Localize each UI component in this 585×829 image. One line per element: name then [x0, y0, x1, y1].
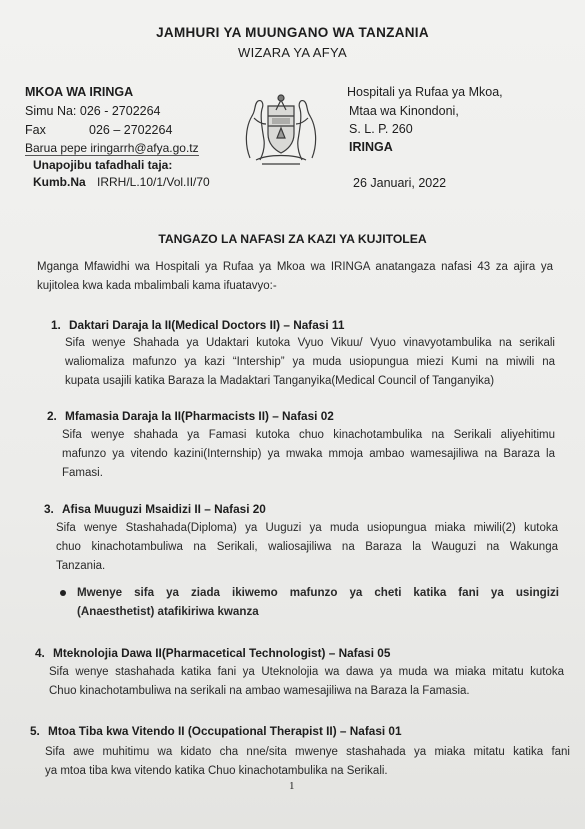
item-2-description: Sifa wenye shahada ya Famasi kutoka chuo kinachotambulika na Serikali aliyehitimu mafunzo ya vitendo kazini(Internship) ya mwaka mmoja ambao wamesajiliwa na Baraza la Famasi. [62, 429, 555, 479]
item-4-title: 4. Mteknolojia Dawa II(Pharmacetical Technologist) – Nafasi 05 [35, 646, 391, 660]
phone-line: Simu Na: 026 - 2702264 [25, 104, 161, 118]
intro-paragraph [37, 258, 553, 296]
letter-date: 26 Januari, 2022 [353, 176, 447, 190]
ministry-heading: WIZARA YA AFYA [238, 45, 347, 60]
bullet-dot [60, 590, 66, 596]
hospital-address-line1: Hospitali ya Rufaa ya Mkoa, [347, 85, 503, 99]
republic-heading: JAMHURI YA MUUNGANO WA TANZANIA [156, 25, 429, 40]
item-5-title: 5. Mtoa Tiba kwa Vitendo II (Occupational Therapist II) – Nafasi 01 [30, 724, 402, 738]
item-3-description: Sifa wenye Stashahada(Diploma) ya Uuguzi ya muda usiopungua miaka miwili(2) kutoka chuo kinachotambuliwa na Serikali, waliosajiliwa na Baraza la Wauguzi na Wakunga Tanzania. [56, 522, 558, 572]
hospital-address-line2: Mtaa wa Kinondoni, [349, 104, 459, 118]
item-3-title: 3. Afisa Muuguzi Msaidizi II – Nafasi 20 [44, 502, 266, 516]
item-1-title: 1. Daktari Daraja la II(Medical Doctors II) – Nafasi 11 [51, 318, 345, 332]
item-5-description: Sifa awe muhitimu wa kidato cha nne/sita mwenye stashahada ya miaka mitatu katika fani ya mtoa tiba kwa vitendo katika Chuo kinachotambulika na Serikali. [45, 746, 570, 777]
hospital-address-line3: S. L. P. 260 [349, 122, 413, 136]
coat-of-arms-icon [232, 88, 330, 168]
region-label: MKOA WA IRINGA [25, 85, 134, 99]
email-text: Barua pepe iringarrh@afya.go.tz [25, 141, 199, 155]
fax-value: 026 – 2702264 [89, 123, 173, 137]
item-2-title: 2. Mfamasia Daraja la II(Pharmacists II) – Nafasi 02 [47, 409, 334, 423]
fax-label: Fax [25, 123, 46, 137]
email-line [25, 141, 199, 155]
intro-line: Mganga Mfawidhi wa Hospitali ya Rufaa ya Mkoa wa IRINGA anatangaza nafasi 43 za ajira ya [37, 261, 553, 273]
page-number: 1 [289, 780, 295, 792]
reply-note: Unapojibu tafadhali taja: [33, 158, 173, 172]
intro-line: kujitolea kwa kada mbalimbali kama ifuatavyo:- [37, 280, 277, 292]
reference-label: Kumb.Na [33, 175, 86, 189]
hospital-address-line4: IRINGA [349, 140, 393, 154]
item-3-bullet: Mwenye sifa ya ziada ikiwemo mafunzo ya cheti katika fani ya usingizi (Anaesthetist) atafikiriwa kwanza [77, 586, 559, 618]
item-4-description: Sifa wenye stashahada katika fani ya Uteknolojia wa dawa ya muda wa miaka mitatu kutoka Chuo kinachotambuliwa na serikali na ambao wamesajiliwa na Baraza la Famasia. [49, 666, 564, 697]
item-1-description: Sifa wenye Shahada ya Udaktari kutoka Vyuo Vikuu/ Vyuo vinavyotambulika na serikali waliomaliza mafunzo ya kazi “Intership” ya muda usiopungua miezi Kumi na miwili na kupata usajili katika Baraza la Madaktari Tanganyika(Medical Council of Tanganyika) [65, 337, 555, 387]
announcement-title: TANGAZO LA NAFASI ZA KAZI YA KUJITOLEA [158, 232, 427, 246]
reference-number: IRRH/L.10/1/Vol.II/70 [97, 175, 210, 189]
